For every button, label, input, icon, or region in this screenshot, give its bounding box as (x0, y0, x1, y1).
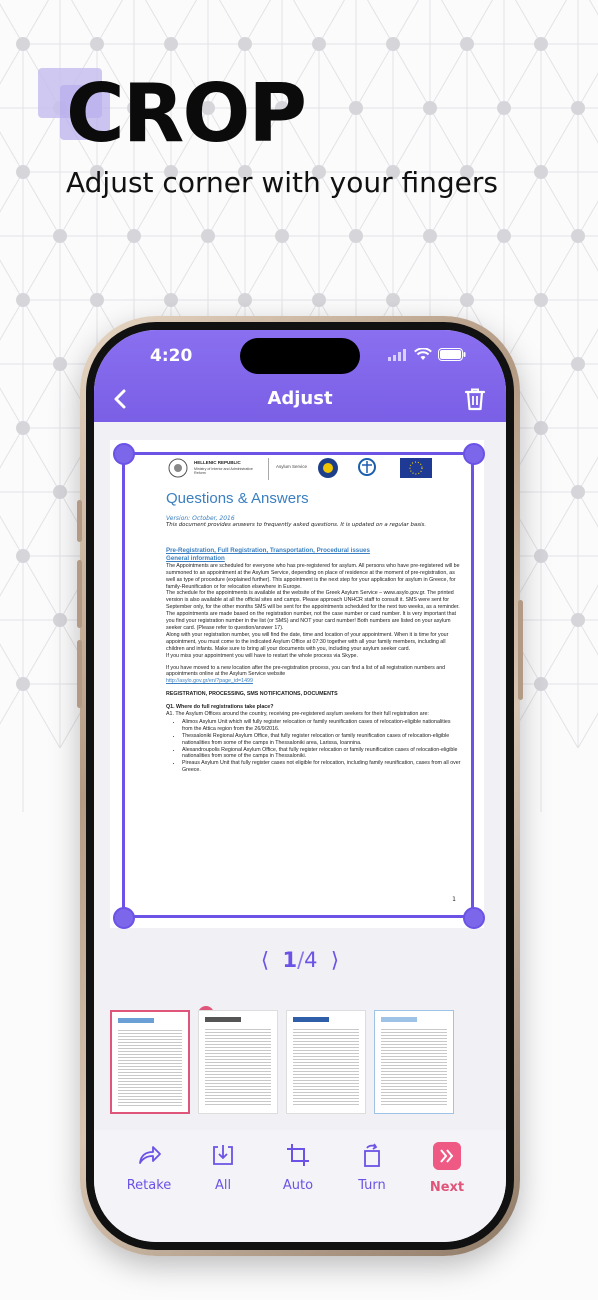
turn-label: Turn (358, 1178, 386, 1193)
background-line (356, 0, 393, 44)
pager-separator: / (297, 948, 305, 972)
phone-side-button (77, 500, 82, 542)
crop-handle-bottom-left[interactable] (113, 907, 135, 929)
background-dot (53, 485, 67, 499)
background-line (541, 556, 578, 620)
background-line (541, 300, 578, 364)
background-line (541, 492, 578, 556)
background-dot (349, 101, 363, 115)
background-dot (571, 357, 585, 371)
background-line (541, 44, 578, 108)
background-line (0, 364, 23, 428)
next-button[interactable] (412, 1142, 482, 1195)
background-line (430, 236, 467, 300)
background-dot (571, 101, 585, 115)
background-line (23, 236, 60, 300)
thumbnail-lines (205, 1029, 271, 1107)
thumbnail-header (381, 1017, 417, 1022)
background-line (319, 108, 356, 172)
retake-label: Retake (126, 1178, 172, 1193)
background-line (23, 428, 60, 492)
crop-icon (285, 1142, 311, 1168)
crop-frame[interactable] (122, 452, 474, 918)
background-line (541, 108, 578, 172)
doc-intro: This document provides answers to frequently asked questions. It is updated on a regular basis. (166, 522, 427, 528)
background-dot (16, 677, 30, 691)
thumbnail-page-2[interactable] (198, 1010, 278, 1114)
background-line (541, 684, 578, 748)
background-dot (312, 37, 326, 51)
background-line (282, 236, 319, 300)
thumbnail-page-3[interactable] (286, 1010, 366, 1114)
auto-button[interactable] (263, 1142, 333, 1193)
page-thumbnails (110, 1006, 490, 1116)
background-dot (423, 101, 437, 115)
turn-button[interactable] (337, 1142, 407, 1193)
background-line (0, 44, 23, 108)
doc-paragraph: The appointments are made based on the registration number, not the case number or card number. It is very important that you find your registration number in the list (or SMS) and NOT your card number! Both numbers are listed on your asylum seeker card. (Please refer to question/answer 17). (166, 611, 457, 631)
background-dot (16, 421, 30, 435)
background-line (578, 44, 598, 108)
background-line (393, 44, 430, 108)
background-dot (534, 293, 548, 307)
background-dot (90, 293, 104, 307)
background-dot (238, 293, 252, 307)
background-dot (386, 293, 400, 307)
background-dot (571, 485, 585, 499)
background-dot (201, 229, 215, 243)
thumbnail-header (118, 1018, 154, 1023)
rotate-icon (359, 1142, 385, 1168)
background-dot (460, 293, 474, 307)
background-line (23, 620, 60, 684)
background-line (504, 0, 541, 44)
background-dot (127, 229, 141, 243)
doc-section-2: REGISTRATION, PROCESSING, SMS NOTIFICATIONS, DOCUMENTS (166, 691, 338, 698)
background-line (60, 0, 97, 44)
page-title: Adjust (267, 388, 333, 409)
background-dot (571, 613, 585, 627)
background-dot (497, 101, 511, 115)
background-line (0, 492, 23, 556)
background-line (0, 172, 23, 236)
background-dot (90, 37, 104, 51)
background-line (0, 620, 23, 684)
doc-page-number: 1 (452, 896, 456, 903)
background-line (356, 236, 393, 300)
background-line (467, 0, 504, 44)
bottom-toolbar (94, 1130, 506, 1242)
background-line (578, 492, 598, 556)
trash-icon[interactable] (462, 386, 488, 412)
background-line (134, 0, 171, 44)
background-line (578, 428, 598, 492)
thumbnail-lines (293, 1029, 359, 1107)
doc-bullet: • Thessaloniki Regional Asylum Office, that fully register relocation or family reunification cases of relocation-eligible nationalities from some of the camps in Thessaloniki area, Larissa, Ioannina. (182, 733, 462, 747)
all-button[interactable] (188, 1142, 258, 1193)
background-line (578, 236, 598, 300)
share-arrow-icon (136, 1142, 162, 1168)
doc-version: Version: October, 2016 (166, 515, 235, 522)
background-line (282, 0, 319, 44)
background-line (171, 0, 208, 44)
background-dot (534, 421, 548, 435)
doc-bullet: • Alexandroupolis Regional Asylum Office, that fully register relocation or family reunification cases of relocation-eligible nationalities from some of the camps in Thessaloniki. (182, 747, 462, 761)
background-line (23, 364, 60, 428)
thumbnail-page-1[interactable] (110, 1010, 190, 1114)
background-dot (534, 677, 548, 691)
background-dot (53, 613, 67, 627)
background-dot (238, 37, 252, 51)
background-line (578, 684, 598, 748)
background-line (467, 108, 504, 172)
hero-title: CROP (66, 67, 305, 160)
hero-subtitle: Adjust corner with your fingers (66, 166, 499, 199)
doc-paragraph: The schedule for the appointments is available at the website of the Greek Asylum Service – www.asylo.gov.gr. The printed version is also available at all the official sites and camps. Please approach UNHCR staff to consult it. SMS were sent for September only, for the other months SMS will be sent for the appointments scheduled for the next two weeks, as a reminder. (166, 590, 460, 611)
background-line (208, 0, 245, 44)
background-line (97, 0, 134, 44)
prev-page-chevron-icon[interactable]: ⟨ (260, 948, 270, 972)
background-line (578, 300, 598, 364)
thumbnail-header (205, 1017, 241, 1022)
background-line (0, 300, 23, 364)
background-dot (53, 357, 67, 371)
background-dot (534, 165, 548, 179)
doc-org: HELLENIC REPUBLIC (194, 460, 241, 465)
all-label: All (214, 1178, 232, 1193)
background-line (171, 236, 208, 300)
background-dot (571, 229, 585, 243)
background-line (467, 236, 504, 300)
doc-paragraph: The Appointments are scheduled for everyone who has pre-registered for asylum. All persons who have pre-registered will be summoned to an appointment at the Asylum Service, depending on place of residence at the moment of pre-registration, as well as type of procedure (explained further). This appointment is the next step for your application for asylum in Greece, for family-Reunification or for relocation elsewhere in Europe. (166, 562, 460, 590)
expand-square-icon (210, 1142, 236, 1168)
battery-icon (438, 348, 466, 361)
double-chevron-right-icon (433, 1142, 461, 1170)
background-line (504, 108, 541, 172)
background-line (541, 0, 578, 44)
background-dot (534, 549, 548, 563)
thumbnail-lines (381, 1029, 447, 1107)
background-line (23, 172, 60, 236)
status-time: 4:20 (150, 346, 193, 366)
thumbnail-header (293, 1017, 329, 1022)
background-line (245, 236, 282, 300)
pager-total: 4 (304, 948, 318, 972)
background-line (541, 364, 578, 428)
background-line (541, 236, 578, 300)
crop-handle-top-right[interactable] (463, 443, 485, 465)
background-dot (386, 37, 400, 51)
crop-handle-bottom-right[interactable] (463, 907, 485, 929)
background-dot (460, 37, 474, 51)
background-line (0, 0, 23, 44)
background-line (0, 108, 23, 172)
dynamic-island (240, 338, 360, 374)
thumbnail-lines (118, 1030, 182, 1106)
background-line (23, 684, 60, 748)
doc-section-1-sub: General information (166, 554, 225, 562)
background-line (23, 556, 60, 620)
background-line (578, 172, 598, 236)
doc-ministry: Ministry of Interior and Administrative Reform (194, 467, 253, 476)
background-line (578, 556, 598, 620)
background-line (541, 172, 578, 236)
crop-handle-top-left[interactable] (113, 443, 135, 465)
background-line (393, 0, 430, 44)
auto-label: Auto (282, 1178, 314, 1193)
background-line (319, 44, 356, 108)
background-dot (164, 293, 178, 307)
app-header (94, 330, 506, 422)
background-line (23, 0, 60, 44)
background-line (356, 44, 393, 108)
background-line (578, 364, 598, 428)
background-dot (164, 37, 178, 51)
doc-link[interactable]: http://asylo.gov.gr/en/?page_id=1499 (166, 678, 253, 685)
background-dot (423, 229, 437, 243)
background-line (430, 44, 467, 108)
background-dot (275, 229, 289, 243)
page-pager (94, 948, 506, 972)
doc-paragraph: If you have moved to a new location after the pre-registration process, you can find a list of all registration numbers and appointments online at the Asylum Service website (166, 664, 446, 678)
wifi-icon (414, 348, 432, 361)
background-dot (53, 229, 67, 243)
doc-answer-1: A1. The Asylum Offices around the country, receiving pre-registered asylum seekers for their full registration are: (166, 711, 429, 718)
background-line (467, 44, 504, 108)
status-icons (388, 348, 466, 361)
background-line (578, 0, 598, 44)
background-dot (534, 37, 548, 51)
background-line (23, 300, 60, 364)
background-line (97, 236, 134, 300)
background-line (0, 556, 23, 620)
background-dot (16, 165, 30, 179)
background-line (208, 236, 245, 300)
pager-current: 1 (282, 948, 298, 972)
doc-paragraph: Along with your registration number, you will find the date, time and location of your appointment. When it is time for your appointment, you must come to the indicated Asylum Office at 07:30 together with all your family members, including all children and infants. Make sure to bring all your documents with you, including your asylum seeker card. (166, 631, 449, 652)
thumbnail-page-4[interactable] (374, 1010, 454, 1114)
app-screen (94, 330, 506, 1242)
background-line (0, 684, 23, 748)
background-dot (349, 229, 363, 243)
next-label: Next (429, 1180, 465, 1195)
phone-volume-down-button (77, 640, 82, 708)
background-line (504, 172, 541, 236)
doc-service: Asylum Service (276, 464, 308, 469)
phone-volume-up-button (77, 560, 82, 628)
background-line (23, 492, 60, 556)
doc-paragraph: If you miss your appointment you will have to restart the whole process via Skype. (166, 652, 358, 659)
cellular-icon (388, 349, 408, 361)
background-line (504, 236, 541, 300)
background-line (578, 620, 598, 684)
retake-button[interactable] (114, 1142, 184, 1193)
background-line (504, 44, 541, 108)
background-line (0, 236, 23, 300)
background-line (430, 108, 467, 172)
background-dot (16, 549, 30, 563)
doc-bullet: • Pireaus Asylum Unit that fully register cases not eligible for relocation, including family reunification, cases from all over Greece. (182, 760, 462, 774)
phone-power-button (518, 600, 523, 700)
background-line (60, 236, 97, 300)
background-line (134, 236, 171, 300)
background-line (541, 620, 578, 684)
doc-bullet: • Alimos Asylum Unit which will fully register relocation or family reunification cases of relocation-eligible nationalities from the Attica region from the 26/9/2016. (182, 719, 462, 733)
doc-question-1: Q1. Where do full registrations take place? (166, 704, 274, 711)
background-line (393, 108, 430, 172)
background-dot (312, 293, 326, 307)
background-dot (16, 37, 30, 51)
background-line (245, 0, 282, 44)
next-page-chevron-icon[interactable]: ⟩ (330, 948, 340, 972)
background-line (356, 108, 393, 172)
doc-title: Questions & Answers (166, 490, 309, 507)
background-line (319, 236, 356, 300)
doc-section-1: Pre-Registration, Full Registration, Transportation, Procedural issues (166, 547, 370, 554)
background-line (541, 428, 578, 492)
background-dot (16, 293, 30, 307)
background-line (319, 0, 356, 44)
background-dot (497, 229, 511, 243)
background-line (430, 0, 467, 44)
background-line (393, 236, 430, 300)
background-line (578, 108, 598, 172)
background-line (0, 428, 23, 492)
